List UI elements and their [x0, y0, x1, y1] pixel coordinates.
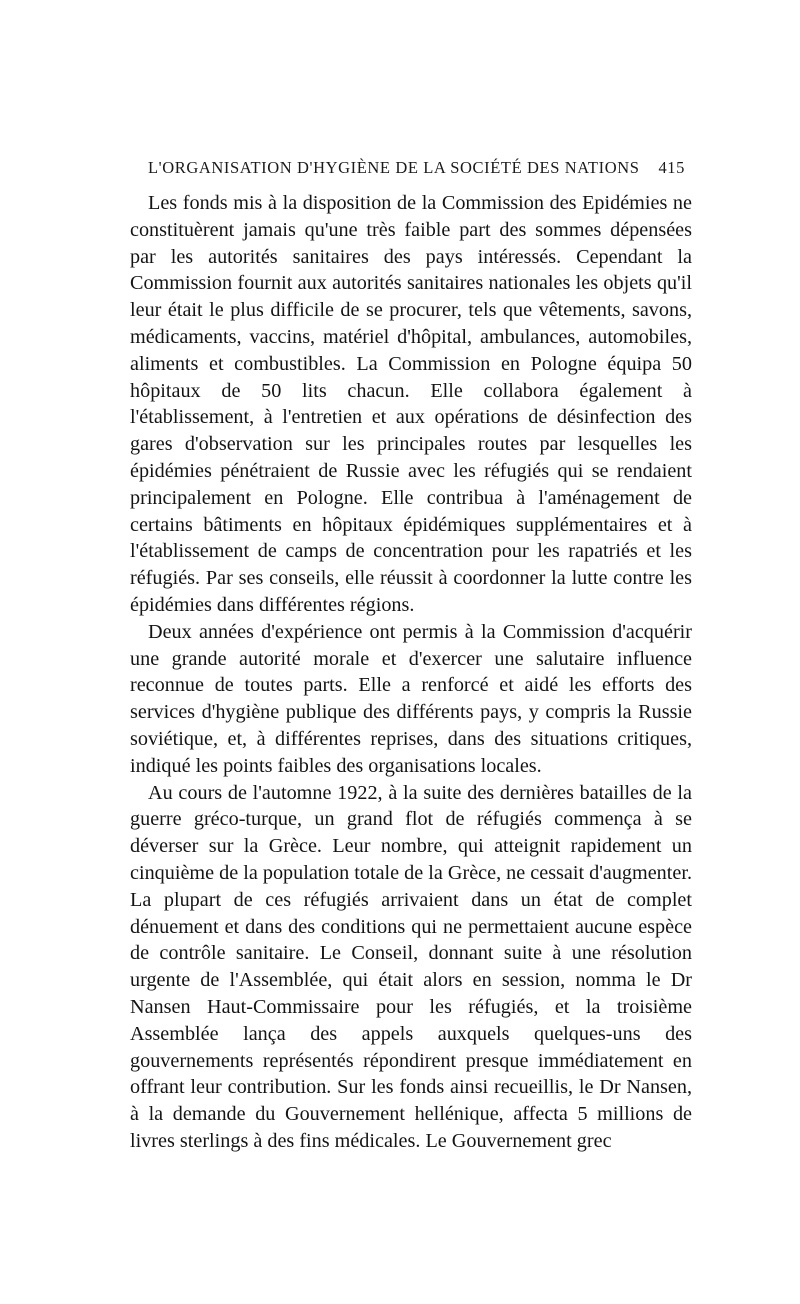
paragraph-commission-experience: Deux années d'expérience ont permis à la Commission d'acquérir une grande autorité morale et d'exercer une salutaire influence reconnue de toutes parts. Elle a renforcé et aidé les efforts des services d'hygiène publique des différents pays, y compris la Russie soviétique, et, à différentes reprises, dans des situations critiques, indiqué les points faibles des organisations locales.	[130, 620, 692, 777]
page-number: 415	[658, 158, 685, 177]
paragraph-epidemics-commission-funds: Les fonds mis à la disposition de la Commission des Epidémies ne constituèrent jamais qu'une très faible part des sommes dépensées par les autorités sanitaires des pays intéressés. Cependant la Commission fournit aux autorités sanitaires nationales les objets qu'il leur était le plus difficile de se procurer, tels que vêtements, savons, médicaments, vaccins, matériel d'hôpital, ambulances, automobiles, aliments et combustibles. La Commission en Pologne équipa 50 hôpitaux de 50 lits chacun. Elle collabora également à l'établissement, à l'entretien et aux opérations de désinfection des gares d'observation sur les principales routes par lesquelles les épidémies pénétraient de Russie avec les réfugiés qui se rendaient principalement en Pologne. Elle contribua à l'aménagement de certains bâtiments en hôpitaux épidémiques supplémentaires et à l'établissement de camps de concentration pour les rapatriés et les réfugiés. Par ses conseils, elle réussit à coordonner la lutte contre les épidémies dans différentes régions.	[130, 192, 692, 616]
running-header	[148, 158, 685, 178]
running-header-title: L'ORGANISATION D'HYGIÈNE DE LA SOCIÉTÉ DES NATIONS	[148, 158, 640, 177]
paragraph-greek-refugees: Au cours de l'automne 1922, à la suite des dernières batailles de la guerre gréco-turque, un grand flot de réfugiés commença à se déverser sur la Grèce. Leur nombre, qui atteignit rapidement un cinquième de la population totale de la Grèce, ne cessait d'augmenter. La plupart de ces réfugiés arrivaient dans un état de complet dénuement et dans des conditions qui ne permettaient aucune espèce de contrôle sanitaire. Le Conseil, donnant suite à une résolution urgente de l'Assemblée, qui était alors en session, nomma le Dr Nansen Haut-Commissaire pour les réfugiés, et la troisième Assemblée lança des appels auxquels quelques-uns des gouvernements représentés répondirent presque immédiatement en offrant leur contribution. Sur les fonds ainsi recueillis, le Dr Nansen, à la demande du Gouvernement hellénique, affecta 5 millions de livres sterlings à des fins médicales. Le Gouvernement grec	[130, 781, 692, 1152]
body-text	[130, 190, 692, 1155]
